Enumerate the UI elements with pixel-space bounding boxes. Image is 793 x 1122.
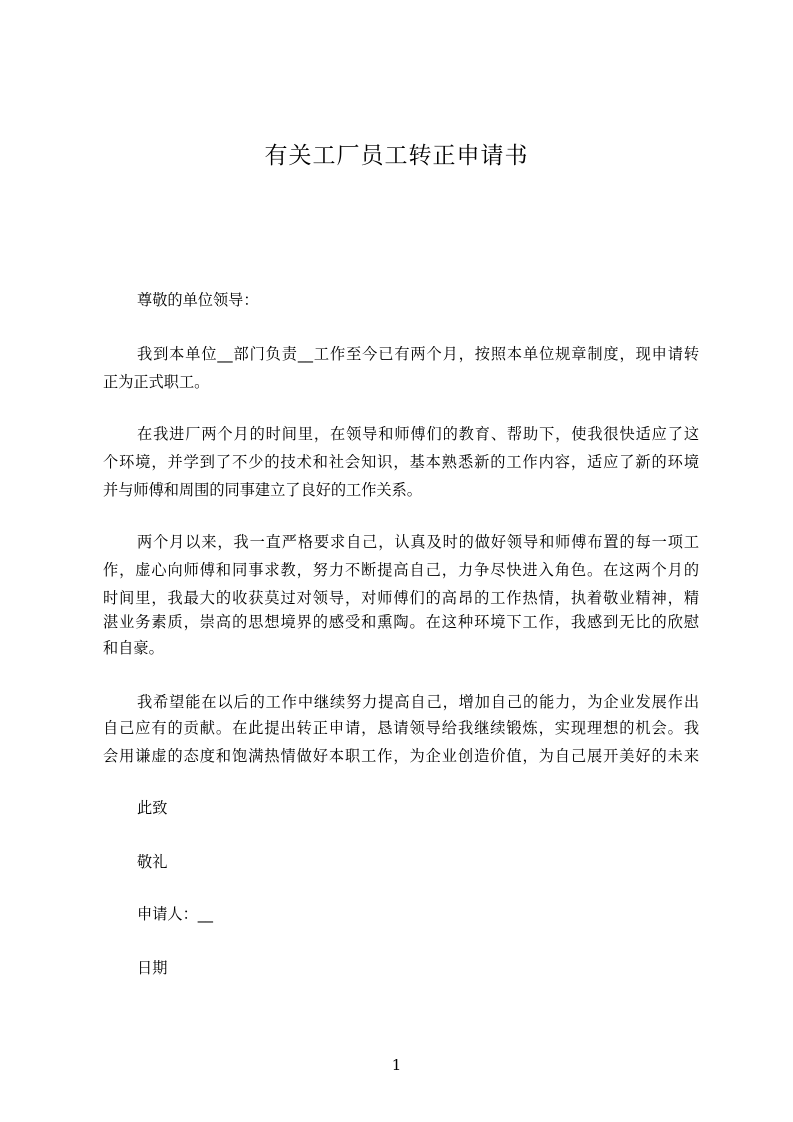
regards: 敬礼	[137, 853, 168, 871]
paragraph-1-line-1: 我到本单位__部门负责__工作至今已有两个月，按照本单位规章制度，现申请转	[137, 345, 699, 363]
salutation: 尊敬的单位领导：	[137, 291, 259, 309]
paragraph-3-line-5: 和自豪。	[103, 639, 164, 657]
applicant-line: 申请人：__	[137, 905, 213, 923]
paragraph-3-line-3: 时间里，我最大的收获莫过对领导，对师傅们的高昂的工作热情，执着敬业精神，精	[103, 589, 699, 607]
closing: 此致	[137, 799, 168, 817]
paragraph-2-line-3: 并与师傅和周围的同事建立了良好的工作关系。	[103, 481, 422, 499]
paragraph-4-line-1: 我希望能在以后的工作中继续努力提高自己，增加自己的能力，为企业发展作出	[137, 693, 699, 711]
paragraph-2-line-2: 个环境，并学到了不少的技术和社会知识，基本熟悉新的工作内容，适应了新的环境	[103, 453, 699, 471]
date-line: 日期	[137, 959, 168, 977]
document-title: 有关工厂员工转正申请书	[264, 143, 529, 169]
paragraph-1-line-2: 正为正式职工。	[103, 373, 210, 391]
paragraph-3-line-1: 两个月以来，我一直严格要求自己，认真及时的做好领导和师傅布置的每一项工	[137, 533, 699, 551]
page-number: 1	[391, 1056, 402, 1074]
paragraph-4-line-3: 会用谦虚的态度和饱满热情做好本职工作，为企业创造价值，为自己展开美好的未来	[103, 747, 699, 765]
paragraph-3-line-2: 作，虚心向师傅和同事求教，努力不断提高自己，力争尽快进入角色。在这两个月的	[103, 561, 699, 579]
paragraph-2-line-1: 在我进厂两个月的时间里，在领导和师傅们的教育、帮助下，使我很快适应了这	[137, 425, 699, 443]
paragraph-3-line-4: 湛业务素质，崇高的思想境界的感受和熏陶。在这种环境下工作，我感到无比的欣慰	[103, 613, 699, 631]
paragraph-4-line-2: 自己应有的贡献。在此提出转正申请，恳请领导给我继续锻炼，实现理想的机会。我	[103, 719, 699, 737]
